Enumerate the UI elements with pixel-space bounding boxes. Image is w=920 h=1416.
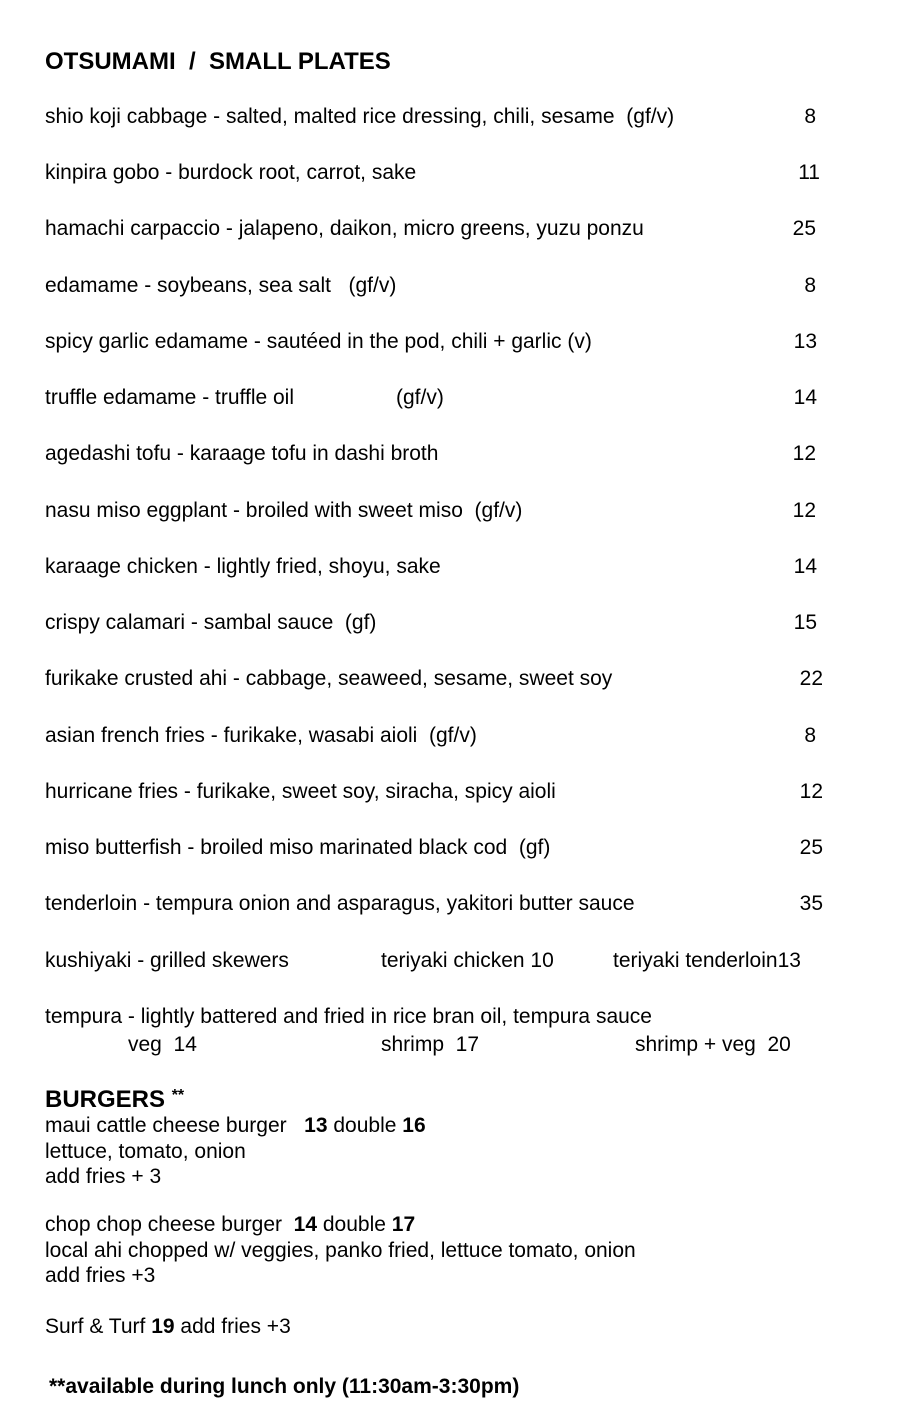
burger-line <box>45 1214 415 1235</box>
burger-double-label: double <box>322 1213 386 1236</box>
item-name: karaage chicken - lightly fried, shoyu, sake <box>45 555 441 578</box>
item-name: hamachi carpaccio - jalapeno, daikon, micro greens, yuzu ponzu <box>45 217 644 240</box>
item-option: shrimp 17 <box>381 1033 480 1056</box>
item-name: agedashi tofu - karaage tofu in dashi broth <box>45 442 439 465</box>
section-title-burgers <box>45 1088 184 1112</box>
item-name: kushiyaki - grilled skewers <box>45 949 289 972</box>
burger-line <box>45 1115 426 1136</box>
item-dietary-tag: (gf/v) <box>396 386 444 409</box>
item-price: 14 <box>793 555 817 578</box>
burger-name: chop chop cheese burger <box>45 1213 282 1236</box>
burger-description: local ahi chopped w/ veggies, panko fried, lettuce tomato, onion <box>45 1239 636 1262</box>
item-price: 14 <box>793 386 817 409</box>
lunch-availability-note: **available during lunch only (11:30am-3:30pm) <box>49 1375 520 1398</box>
item-price: 35 <box>799 892 823 915</box>
item-price: 15 <box>793 611 817 634</box>
item-name: tempura - lightly battered and fried in rice bran oil, tempura sauce <box>45 1005 652 1028</box>
burger-double-price: 17 <box>391 1213 416 1236</box>
item-price: 12 <box>792 499 816 522</box>
burger-addon: add fries + 3 <box>45 1165 162 1188</box>
burger-description: lettuce, tomato, onion <box>45 1140 246 1163</box>
item-price: 22 <box>799 667 823 690</box>
burgers-title-text: BURGERS <box>45 1086 166 1113</box>
item-option: teriyaki tenderloin13 <box>613 949 801 972</box>
burger-name: maui cattle cheese burger <box>45 1114 287 1137</box>
item-name: miso butterfish - broiled miso marinated black cod (gf) <box>45 836 551 859</box>
burger-price: 13 <box>304 1114 328 1137</box>
item-name: tenderloin - tempura onion and asparagus, yakitori butter sauce <box>45 892 635 915</box>
item-price: 11 <box>798 161 820 184</box>
burger-line <box>45 1316 291 1337</box>
burger-double-price: 16 <box>402 1114 426 1137</box>
item-name: asian french fries - furikake, wasabi aioli (gf/v) <box>45 724 477 747</box>
item-price: 12 <box>799 780 823 803</box>
burger-double-label: double <box>333 1114 397 1137</box>
burger-addon: add fries +3 <box>45 1264 156 1287</box>
item-price: 13 <box>793 330 817 353</box>
item-price: 8 <box>804 274 816 297</box>
burger-name: Surf & Turf <box>45 1315 146 1338</box>
item-name: edamame - soybeans, sea salt (gf/v) <box>45 274 397 297</box>
section-title-otsumami: OTSUMAMI / SMALL PLATES <box>45 48 391 75</box>
item-name: nasu miso eggplant - broiled with sweet miso (gf/v) <box>45 499 523 522</box>
burger-price: 14 <box>293 1213 318 1236</box>
item-price: 8 <box>804 724 816 747</box>
item-option: veg 14 <box>128 1033 197 1056</box>
item-name: spicy garlic edamame - sautéed in the pod, chili + garlic (v) <box>45 330 592 353</box>
item-option: shrimp + veg 20 <box>635 1033 791 1056</box>
item-price: 12 <box>792 442 816 465</box>
item-name: kinpira gobo - burdock root, carrot, sake <box>45 161 417 184</box>
item-name: shio koji cabbage - salted, malted rice dressing, chili, sesame (gf/v) <box>45 105 675 128</box>
item-price: 8 <box>804 105 816 128</box>
burger-addon: add fries +3 <box>180 1315 291 1338</box>
availability-mark: ** <box>171 1087 185 1104</box>
item-name: hurricane fries - furikake, sweet soy, siracha, spicy aioli <box>45 780 556 803</box>
burger-price: 19 <box>151 1315 175 1338</box>
item-name: truffle edamame - truffle oil <box>45 386 295 409</box>
item-price: 25 <box>799 836 823 859</box>
item-price: 25 <box>792 217 816 240</box>
item-name: furikake crusted ahi - cabbage, seaweed, sesame, sweet soy <box>45 667 613 690</box>
item-name: crispy calamari - sambal sauce (gf) <box>45 611 377 634</box>
item-option: teriyaki chicken 10 <box>381 949 554 972</box>
